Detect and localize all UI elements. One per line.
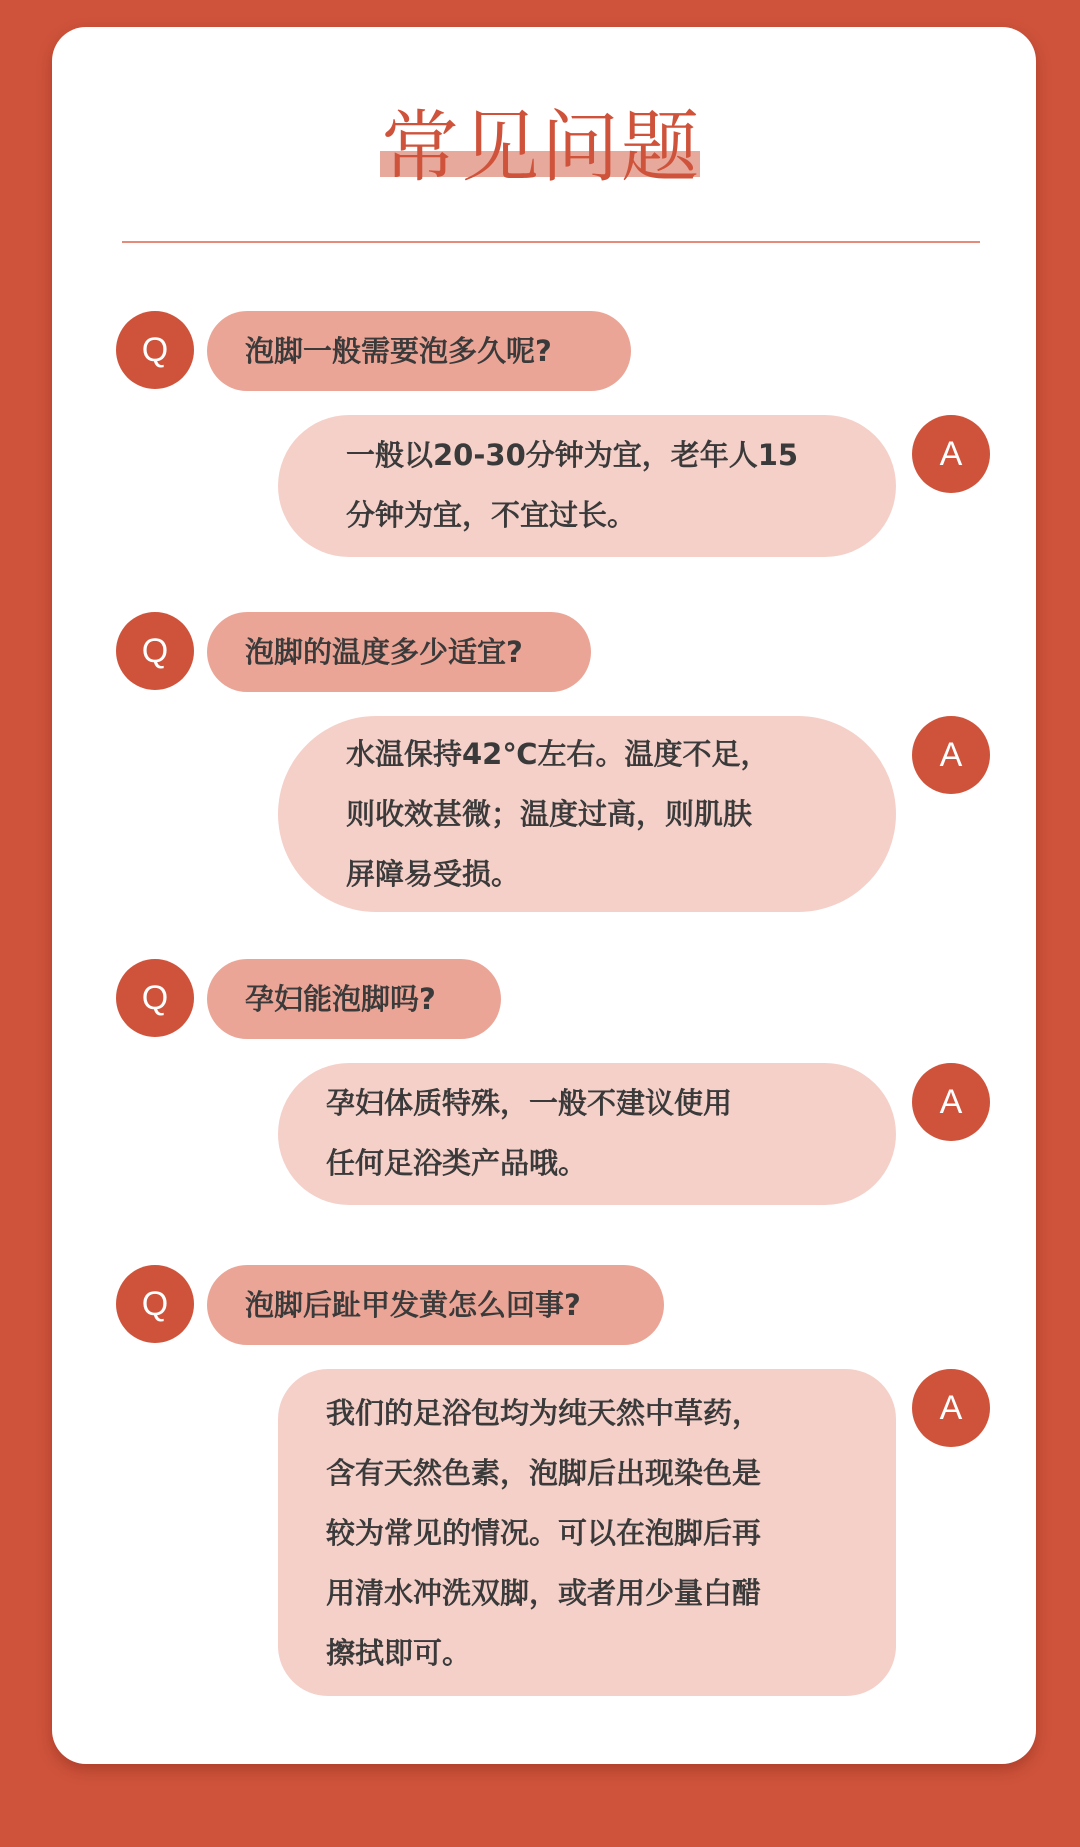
answer-line: 我们的足浴包均为纯天然中草药， <box>326 1396 762 1430</box>
answer-marker: A <box>912 1063 990 1141</box>
question-bubble: 孕妇能泡脚吗? <box>207 959 501 1039</box>
answer-line: 孕妇体质特殊，一般不建议使用 <box>326 1086 733 1120</box>
answer-line: 用清水冲洗双脚，或者用少量白醋 <box>326 1576 762 1610</box>
answer-line: 分钟为宜，不宜过长。 <box>346 498 637 532</box>
answer-marker: A <box>912 716 990 794</box>
answer-marker: A <box>912 1369 990 1447</box>
answer-line: 一般以20-30分钟为宜，老年人15 <box>346 438 799 472</box>
page-title: 常见问题 <box>380 103 701 193</box>
question-bubble: 泡脚一般需要泡多久呢? <box>207 311 631 391</box>
question-bubble: 泡脚后趾甲发黄怎么回事? <box>207 1265 664 1345</box>
title-divider <box>122 241 980 243</box>
answer-bubble <box>278 1369 896 1696</box>
answer-line: 含有天然色素，泡脚后出现染色是 <box>326 1456 762 1490</box>
question-marker: Q <box>116 311 194 389</box>
question-marker: Q <box>116 959 194 1037</box>
answer-line: 屏障易受损。 <box>346 857 521 891</box>
answer-line: 任何足浴类产品哦。 <box>326 1146 588 1180</box>
answer-line: 擦拭即可。 <box>326 1636 472 1670</box>
answer-line: 较为常见的情况。可以在泡脚后再 <box>326 1516 762 1550</box>
answer-bubble <box>278 415 896 557</box>
question-marker: Q <box>116 1265 194 1343</box>
question-bubble: 泡脚的温度多少适宜? <box>207 612 591 692</box>
question-marker: Q <box>116 612 194 690</box>
answer-line: 水温保持42℃左右。温度不足， <box>346 737 770 771</box>
answer-bubble <box>278 716 896 912</box>
answer-marker: A <box>912 415 990 493</box>
answer-bubble <box>278 1063 896 1205</box>
answer-line: 则收效甚微；温度过高，则肌肤 <box>346 797 753 831</box>
faq-card <box>52 27 1036 1764</box>
